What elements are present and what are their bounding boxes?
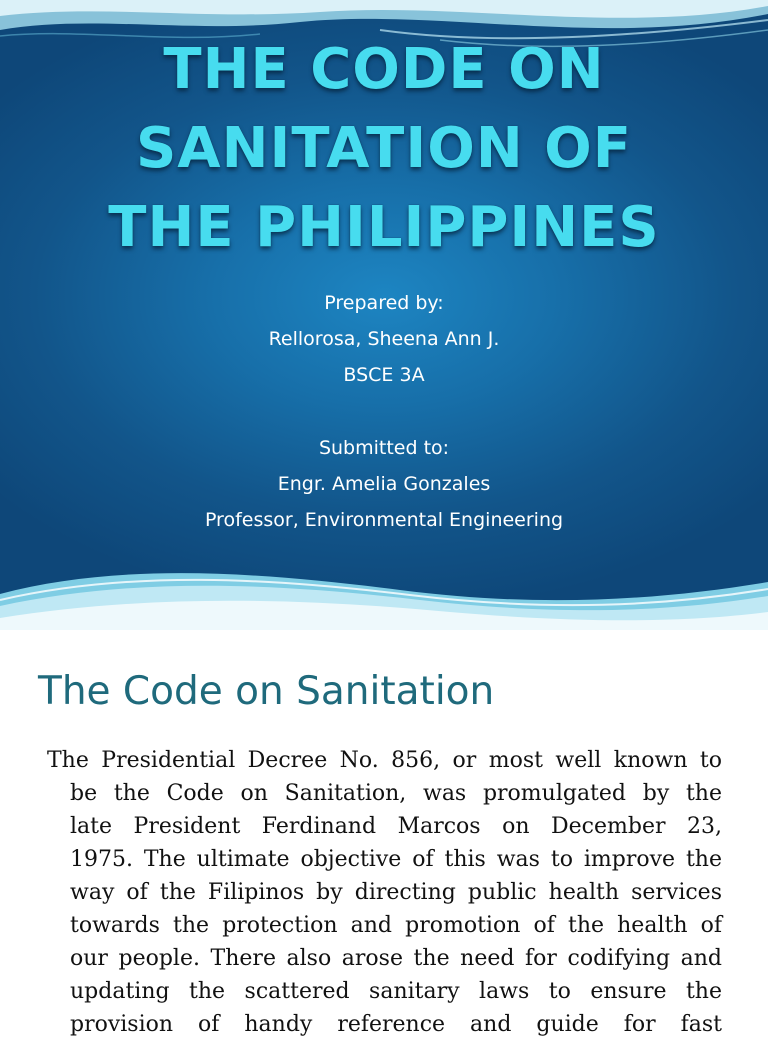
body-line: be the Code on Sanitation, was promulgated by the bbox=[70, 781, 722, 806]
credits-block bbox=[0, 285, 768, 538]
body-line: towards the protection and promotion of the health of bbox=[70, 913, 722, 938]
professor-name: Engr. Amelia Gonzales bbox=[277, 473, 491, 495]
title-line: SANITATION OF bbox=[135, 116, 633, 181]
body-line: late President Ferdinand Marcos on December 23, bbox=[70, 814, 722, 839]
course-section: BSCE 3A bbox=[343, 364, 425, 386]
credits-spacer bbox=[0, 393, 768, 430]
body-line: The Presidential Decree No. 856, or most well known to bbox=[47, 748, 722, 773]
body-line: way of the Filipinos by directing public health services bbox=[70, 880, 722, 905]
body-line: provision of handy reference and guide for fast bbox=[70, 1012, 722, 1037]
slide-body-text bbox=[47, 744, 722, 1041]
content-slide bbox=[0, 630, 768, 1037]
professor-position: Professor, Environmental Engineering bbox=[204, 509, 564, 531]
title-line: THE CODE ON bbox=[163, 37, 605, 102]
slide-heading: The Code on Sanitation bbox=[38, 669, 495, 714]
body-line: our people. There also arose the need for codifying and bbox=[70, 946, 722, 971]
presentation-title bbox=[0, 30, 768, 267]
prepared-by-label: Prepared by: bbox=[324, 292, 444, 314]
title-line: THE PHILIPPINES bbox=[108, 195, 660, 260]
author-name: Rellorosa, Sheena Ann J. bbox=[268, 328, 500, 350]
bottom-wave-decoration bbox=[0, 560, 768, 630]
body-line: updating the scattered sanitary laws to ensure the bbox=[70, 979, 722, 1004]
submitted-to-label: Submitted to: bbox=[318, 437, 450, 459]
body-line: 1975. The ultimate objective of this was to improve the bbox=[70, 847, 722, 872]
